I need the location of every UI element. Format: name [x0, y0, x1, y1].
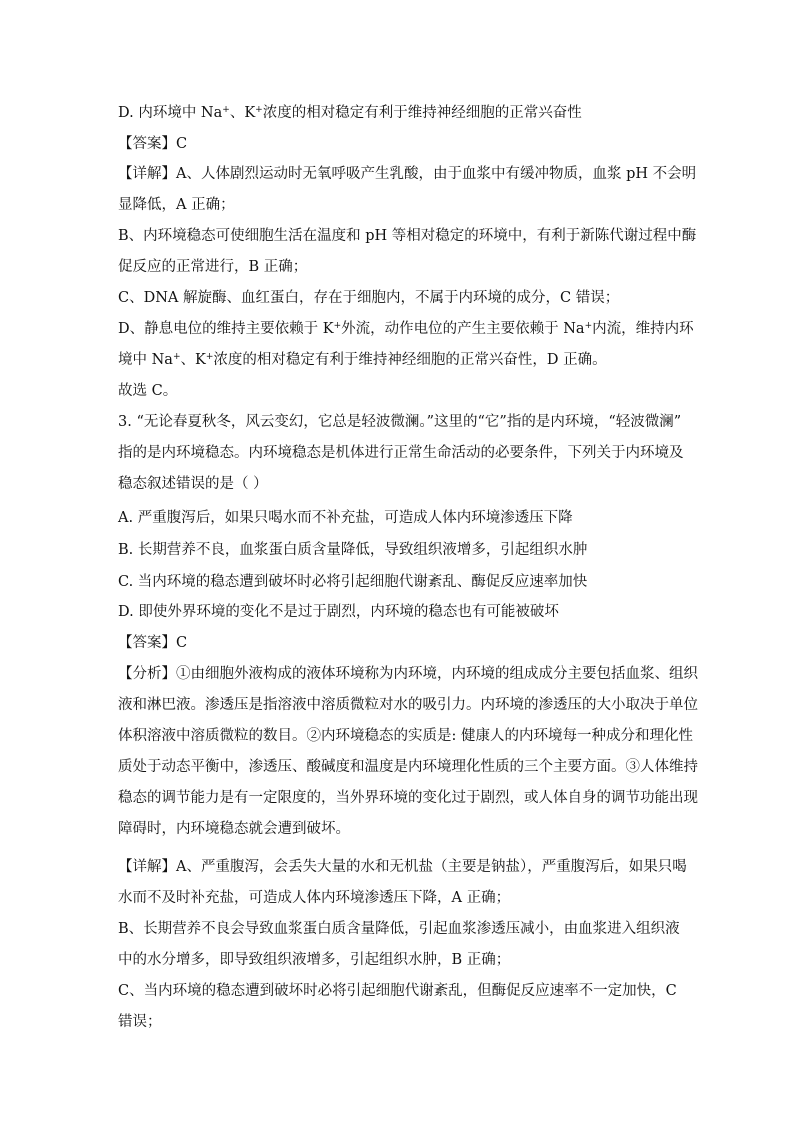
- option-a: A. 严重腹泻后，如果只喝水而不补充盐，可造成人体内环境渗透压下降: [118, 510, 573, 526]
- option-c: C. 当内环境的稳态遭到破坏时必将引起细胞代谢紊乱、酶促反应速率加快: [118, 574, 588, 590]
- explanation-line: 错误；: [118, 1014, 162, 1030]
- analysis-line: 【分析】①由细胞外液构成的液体环境称为内环境，内环境的组成成分主要包括血浆、组织: [118, 666, 698, 682]
- explanation-line: 促反应的正常进行，B 正确；: [118, 259, 308, 275]
- explanation-line: B、内环境稳态可使细胞生活在温度和 pH 等相对稳定的环境中，有利于新陈代谢过程中酶: [118, 228, 697, 244]
- analysis-line: 液和淋巴液。渗透压是指溶液中溶质微粒对水的吸引力。内环境的渗透压的大小取决于单位: [118, 697, 698, 713]
- explanation-line: 【详解】A、人体剧烈运动时无氧呼吸产生乳酸，由于血浆中有缓冲物质，血浆 pH 不会明: [118, 166, 697, 182]
- explanation-line: C、当内环境的稳态遭到破坏时必将引起细胞代谢紊乱，但酶促反应速率不一定加快，C: [118, 983, 677, 999]
- explanation-line: 中的水分增多，即导致组织液增多，引起组织水肿，B 正确；: [118, 952, 511, 968]
- answer-label: 【答案】C: [118, 635, 188, 651]
- explanation-line: 显降低，A 正确；: [118, 197, 235, 213]
- analysis-line: 质处于动态平衡中，渗透压、酸碱度和温度是内环境理化性质的三个主要方面。③人体维持: [118, 759, 698, 775]
- option-d-prev: D. 内环境中 Na+、K+浓度的相对稳定有利于维持神经细胞的正常兴奋性: [118, 105, 582, 121]
- question-stem: 3. “无论春夏秋冬，风云变幻，它总是轻波微澜。”这里的“它”指的是内环境，“轻波微澜”: [118, 414, 682, 430]
- question-stem: 指的是内环境稳态。内环境稳态是机体进行正常生命活动的必要条件，下列关于内环境及: [118, 445, 684, 461]
- answer-label: 【答案】C: [118, 136, 188, 152]
- analysis-line: 体积溶液中溶质微粒的数目。②内环境稳态的实质是: 健康人的内环境每一种成分和理化性: [118, 728, 693, 744]
- option-d: D. 即使外界环境的变化不是过于剧烈，内环境的稳态也有可能被破坏: [118, 604, 559, 620]
- explanation-line: D、静息电位的维持主要依赖于 K+外流，动作电位的产生主要依赖于 Na+内流，维持内环: [118, 321, 694, 337]
- explanation-line: 水而不及时补充盐，可造成人体内环境渗透压下降，A 正确；: [118, 890, 511, 906]
- question-stem: 稳态叙述错误的是（ ）: [118, 476, 268, 492]
- option-b: B. 长期营养不良，血浆蛋白质含量降低，导致组织液增多，引起组织水肿: [118, 542, 588, 558]
- analysis-line: 障碍时，内环境稳态就会遭到破坏。: [118, 821, 350, 837]
- explanation-line: B、长期营养不良会导致血浆蛋白质含量降低，引起血浆渗透压减小，由血浆进入组织液: [118, 921, 680, 937]
- conclusion-line: 故选 C。: [118, 383, 178, 399]
- analysis-line: 稳态的调节能力是有一定限度的，当外界环境的变化过于剧烈，或人体自身的调节功能出现: [118, 790, 698, 806]
- explanation-line: 境中 Na+、K+浓度的相对稳定有利于维持神经细胞的正常兴奋性，D 正确。: [118, 352, 607, 368]
- explanation-line: C、DNA 解旋酶、血红蛋白，存在于细胞内，不属于内环境的成分，C 错误；: [118, 290, 620, 306]
- explanation-line: 【详解】A、严重腹泻，会丢失大量的水和无机盐（主要是钠盐），严重腹泻后，如果只喝: [118, 859, 687, 875]
